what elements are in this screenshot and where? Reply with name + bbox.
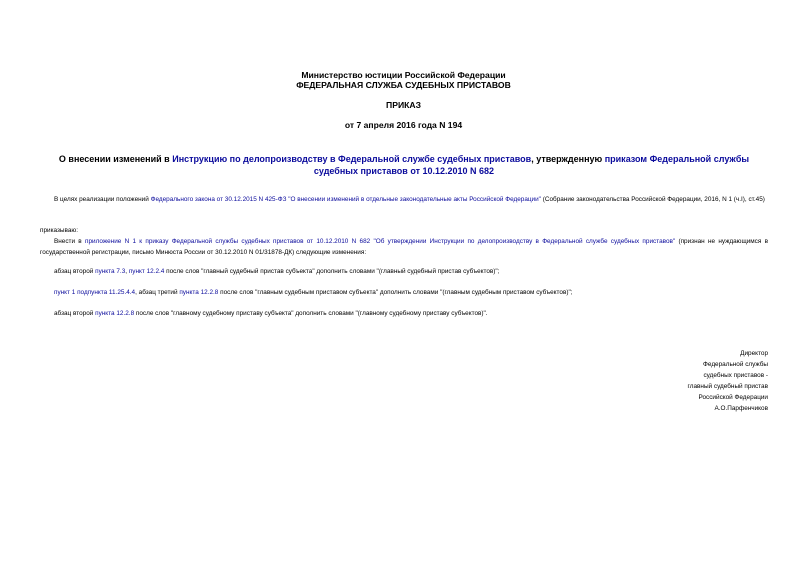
document-type: ПРИКАЗ (386, 100, 421, 110)
item1-paragraph (40, 236, 768, 258)
ministry-name: Министерство юстиции Российской Федерации (301, 70, 506, 80)
preamble-paragraph (40, 194, 768, 205)
change3-text: абзац второй (54, 310, 96, 317)
change3-link-12-2-8[interactable]: пункта 12.2.8 (95, 310, 135, 317)
change1-text: абзац второй (54, 268, 96, 275)
order-word: приказываю: (40, 227, 78, 234)
signature-name: А.О.Парфенчиков (714, 405, 768, 412)
signature-line: Российской Федерации (698, 394, 768, 401)
title-text: О внесении изменений в (58, 154, 173, 164)
change1-text: , (125, 268, 129, 275)
title-link-order[interactable]: приказом Федеральной службы судебных приставов от 10.12.2010 N 682 (313, 154, 750, 176)
signature-line: Федеральной службы (703, 361, 768, 368)
signature-block (568, 348, 768, 414)
item1-link-appendix[interactable]: приложение N 1 к приказу Федеральной службы судебных приставов от 10.12.2010 N 682 "Об утверждении Инструкции по делопроизводству в Федеральной службе судебных приставов" (84, 238, 676, 245)
item1-text: (признан не нуждающимся в государственной регистрации, письмо Минюста России от 30.12.2010 N 01/31878-ДК) следующие изменения: (40, 238, 769, 256)
change3-paragraph (40, 308, 768, 319)
signature-line: судебных приставов - (703, 372, 768, 379)
item1-text: Внести в (54, 238, 85, 245)
change2-link-12-2-8[interactable]: пункта 12.2.8 (179, 289, 219, 296)
change2-paragraph (40, 287, 768, 298)
change1-link-7-3[interactable]: пункта 7.3 (95, 268, 126, 275)
change1-link-12-2-4[interactable]: пункт 12.2.4 (128, 268, 165, 275)
signature-line: главный судебный пристав (687, 383, 768, 390)
change1-paragraph (40, 266, 768, 277)
title-text: , утвержденную (531, 154, 605, 164)
preamble-text: В целях реализации положений (54, 196, 151, 203)
change3-text: после слов "главному судебному приставу субъекта" дополнить словами "(главному судебному приставу субъектов)". (134, 310, 488, 317)
change2-link-11-25-4-4[interactable]: пункт 1 подпункта 11.25.4.4 (54, 289, 136, 296)
preamble-text: (Собрание законодательства Российской Федерации, 2016, N 1 (ч.I), ст.45) (540, 196, 765, 203)
document-date-number: от 7 апреля 2016 года N 194 (344, 120, 463, 130)
preamble-link-federal-law[interactable]: Федерального закона от 30.12.2015 N 425-ФЗ "О внесении изменений в отдельные законодательные акты Российской Федерации" (150, 196, 541, 203)
title-link-instruction[interactable]: Инструкцию по делопроизводству в Федеральной службе судебных приставов (172, 154, 532, 164)
document-title (40, 153, 768, 177)
change2-text: после слов "главным судебным приставом субъекта" дополнить словами "(главным судебным приставом субъектов)"; (218, 289, 573, 296)
signature-line: Директор (740, 350, 768, 357)
service-name: ФЕДЕРАЛЬНАЯ СЛУЖБА СУДЕБНЫХ ПРИСТАВОВ (296, 80, 511, 90)
change1-text: после слов "главный судебный пристав субъекта" дополнить словами "(главный судебный пристав субъектов)"; (164, 268, 500, 275)
change2-text: , абзац третий (135, 289, 180, 296)
